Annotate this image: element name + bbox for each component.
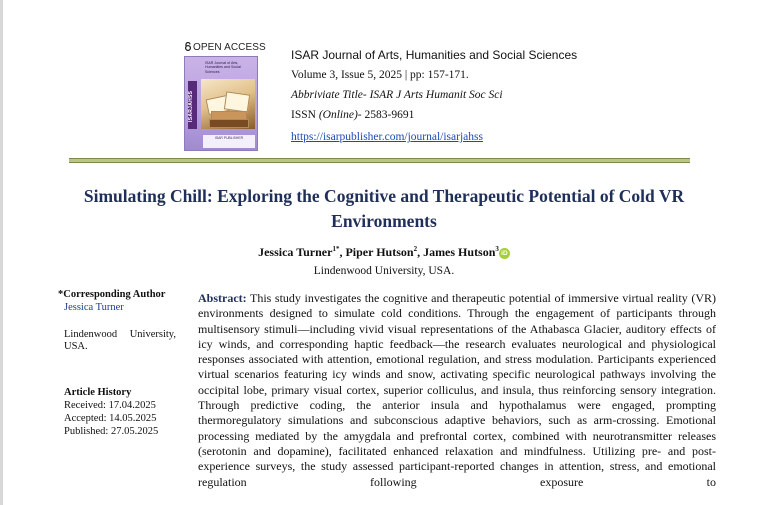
- abstract: [198, 291, 716, 490]
- received-date: Received: 17.04.2025: [64, 399, 156, 411]
- author-name: Piper Hutson: [345, 245, 414, 259]
- article-title: Simulating Chill: Exploring the Cognitive and Therapeutic Potential of Cold VR Environments: [83, 186, 685, 231]
- cover-publisher: ISAR PUBLISHER: [203, 135, 255, 148]
- corresponding-author-heading: *Corresponding Author: [58, 289, 166, 300]
- cover-side-text: ISARJAHSS: [188, 90, 194, 122]
- article-history-heading: Article History: [64, 387, 132, 399]
- cover-image: [184, 56, 258, 151]
- orcid-icon[interactable]: iD: [499, 248, 510, 259]
- abstract-label: Abstract:: [198, 291, 247, 305]
- header-divider: [69, 158, 690, 163]
- journal-link[interactable]: https://isarpublisher.com/journal/isarjahss: [291, 131, 483, 143]
- volume-line: Volume 3, Issue 5, 2025 | pp: 157-171.: [291, 69, 469, 81]
- open-access-lock-icon: [184, 42, 192, 51]
- journal-name: ISAR Journal of Arts, Humanities and Social Sciences: [291, 48, 578, 62]
- open-access-label: OPEN ACCESS: [193, 42, 266, 53]
- author-affiliation-mark: 3: [495, 245, 499, 253]
- issn-online: (Online): [318, 109, 358, 121]
- author-affiliation-mark: 2: [413, 245, 418, 253]
- author-name: Jessica Turner: [258, 245, 333, 259]
- journal-cover: [184, 42, 266, 151]
- affiliation: Lindenwood University, USA.: [313, 265, 455, 277]
- corresponding-author-name: Jessica Turner: [64, 301, 124, 313]
- issn-line: [291, 107, 711, 127]
- published-date: Published: 27.05.2025: [64, 425, 159, 437]
- issn-value: - 2583-9691: [357, 109, 415, 121]
- accepted-date: Accepted: 14.05.2025: [64, 412, 157, 424]
- journal-info: [291, 47, 711, 145]
- abbreviated-title: Abbriviate Title- ISAR J Arts Humanit Soc Sci: [291, 89, 503, 101]
- page-edge: [0, 0, 3, 505]
- author-list: Jessica Turner$^{1*}$, Piper Hutson$^2$, James Hutson$^3$iD: [60, 240, 708, 261]
- open-access-badge: [184, 42, 266, 53]
- issn-label: ISSN: [291, 109, 316, 121]
- author-affiliation-mark: 1*: [332, 245, 340, 253]
- cover-books-illustration: [201, 79, 255, 129]
- corresponding-author-address: Lindenwood University, USA.: [64, 328, 176, 353]
- abstract-text: This study investigates the cognitive and therapeutic potential of immersive virtual reality (VR) environments designed to simulate cold conditions. Through the engagement of participants through multisensory stimuli—including vivid visual representations of the Athabasca Glacier, auditory effects of icy winds, and corresponding haptic feedback—the research evaluates neurological and physiological responses associated with attention, emotional regulation, and stress modulation. Participants experienced virtual scenarios featuring icy winds and snow, activating specific neurological pathways involving the occipital lobe, primary visual cortex, superior colliculus, and insula, thus reinforcing sensory integration. Through predictive coding, the anterior insula and hypothalamus were engaged, prompting thermoregulatory simulations and subconscious adaptive behaviors, such as arm-crossing. Emotional processing mediated by the amygdala and prefrontal cortex, combined with neurotransmitter releases (serotonin and dopamine), facilitated enhanced relaxation and mindfulness. Utilizing pre- and post-experience surveys, the study assessed participant-reported changes in attention, stress, and emotional regulation following exposure to: [198, 291, 716, 489]
- cover-title: ISAR Journal of Arts, Humanities and Social Sciences: [205, 61, 241, 74]
- article-sidebar: [58, 289, 176, 438]
- author-name: James Hutson: [423, 245, 496, 259]
